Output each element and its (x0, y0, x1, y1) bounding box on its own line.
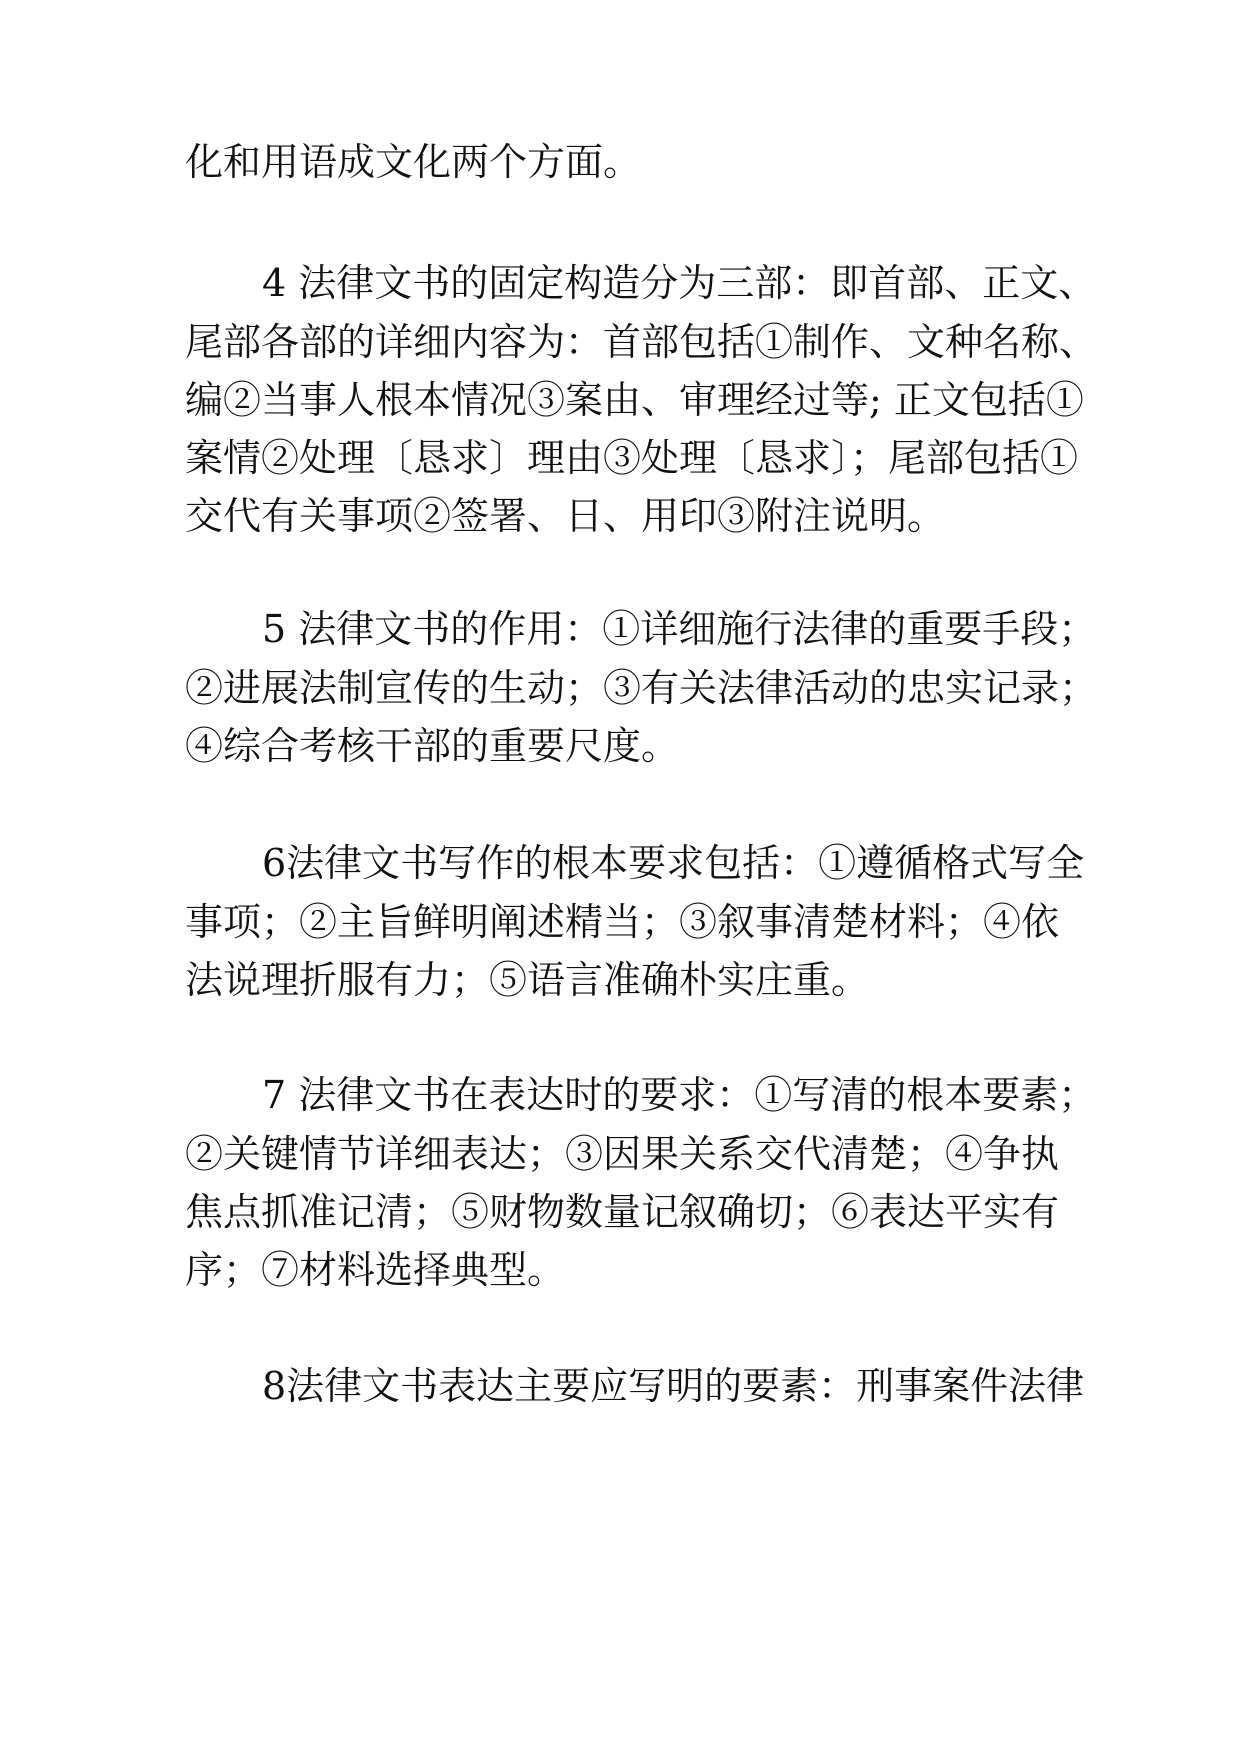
text-line: 化和用语成文化两个方面。 (185, 140, 642, 184)
text-line: 编②当事人根本情况③案由、审理经过等; 正文包括① (185, 378, 1084, 422)
text-line: 交代有关事项②签署、日、用印③附注说明。 (185, 494, 946, 538)
text-line: 序；⑦材料选择典型。 (185, 1248, 566, 1292)
text-line: ②进展法制宣传的生动；③有关法律活动的忠实记录； (185, 666, 1098, 710)
paragraph-5-line-1: 5 法律文书的作用：①详细施行法律的重要手段； (262, 607, 1097, 651)
text-line: 焦点抓准记清；⑤财物数量记叙确切；⑥表达平实有 (185, 1190, 1060, 1234)
text-line: ②关键情节详细表达；③因果关系交代清楚；④争执 (185, 1132, 1060, 1176)
paragraph-6-line-1: 6法律文书写作的根本要求包括：①遵循格式写全 (262, 841, 1085, 885)
text-line: 法说理折服有力；⑤语言准确朴实庄重。 (185, 958, 870, 1002)
text-line: 尾部各部的详细内容为：首部包括①制作、文种名称、 (185, 320, 1098, 364)
paragraph-4-line-1: 4 法律文书的固定构造分为三部：即首部、正文、 (262, 261, 1097, 305)
text-line: ④综合考核干部的重要尺度。 (185, 724, 680, 768)
text-line: 事项；②主旨鲜明阐述精当；③叙事清楚材料；④依 (185, 900, 1060, 944)
paragraph-7-line-1: 7 法律文书在表达时的要求：①写清的根本要素； (262, 1073, 1097, 1117)
text-line: 案情②处理〔恳求〕理由③处理〔恳求〕；尾部包括① (185, 436, 1079, 480)
paragraph-8-line-1: 8法律文书表达主要应写明的要素：刑事案件法律 (262, 1364, 1085, 1408)
